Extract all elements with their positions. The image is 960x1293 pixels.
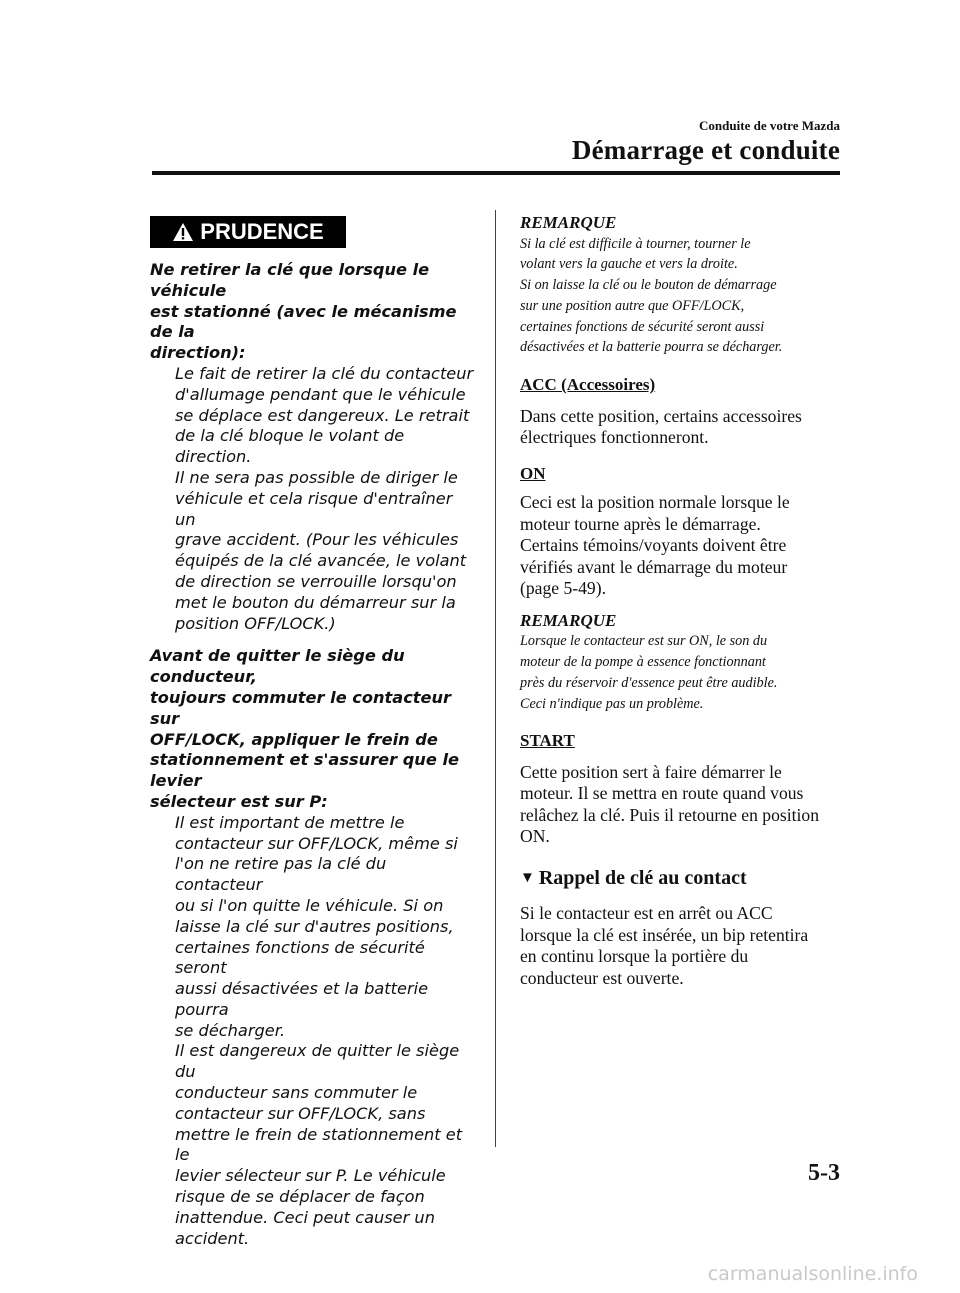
caution-line: accident.	[175, 1228, 250, 1248]
caution-p2-bold-1: toujours commuter le contacteur sur	[150, 687, 452, 728]
caution-line: position OFF/LOCK.)	[175, 613, 336, 633]
caution-line: risque de se déplacer de façon	[175, 1187, 425, 1207]
caution-p2-bold-0: Avant de quitter le siège du conducteur,	[150, 646, 405, 687]
column-divider	[495, 210, 496, 1147]
caution-line: Il est important de mettre le	[175, 812, 405, 832]
body-line: (page 5-49).	[520, 578, 606, 599]
caution-p1-bold-1: est stationné (avec le mécanisme de la	[150, 301, 457, 342]
remark-line: Lorsque le contacteur est sur ON, le son du	[520, 633, 768, 650]
remark-text	[520, 631, 842, 714]
body-line: conducteur est ouverte.	[520, 967, 684, 988]
page-number: 5-3	[808, 1160, 840, 1186]
caution-line: se déplace est dangereux. Le retrait	[175, 405, 470, 425]
section-small-title: Conduite de votre Mazda	[699, 118, 840, 133]
caution-line: contacteur sur OFF/LOCK, même si	[175, 833, 458, 853]
caution-line: d'allumage pendant que le véhicule	[175, 384, 466, 404]
body-line: électriques fonctionneront.	[520, 427, 709, 448]
caution-p2-bold-4: sélecteur est sur P:	[150, 791, 328, 811]
caution-line: mettre le frein de stationnement et le	[175, 1124, 463, 1165]
section-title: Démarrage et conduite	[571, 135, 840, 165]
caution-p1-bold-2: direction):	[150, 343, 246, 363]
caution-line: met le bouton du démarreur sur la	[175, 592, 456, 612]
on-heading: ON	[520, 463, 546, 483]
remark-line: Si on laisse la clé ou le bouton de démarrage	[520, 277, 777, 294]
header-rule	[152, 171, 840, 175]
caution-line: véhicule et cela risque d'entraîner un	[175, 488, 453, 529]
body-line: Certains témoins/voyants doivent être	[520, 535, 787, 556]
remark-text	[520, 234, 842, 359]
body-line: moteur tourne après le démarrage.	[520, 513, 761, 534]
caution-line: de la clé bloque le volant de direction.	[175, 426, 405, 467]
caution-p2-bold-2: OFF/LOCK, appliquer le frein de	[150, 729, 438, 749]
remark-line: Si la clé est difficile à tourner, tourner le	[520, 235, 751, 252]
right-column	[520, 212, 842, 989]
caution-text	[150, 260, 475, 1249]
caution-line: se décharger.	[175, 1020, 286, 1040]
remark-line: volant vers la gauche et vers la droite.	[520, 256, 738, 273]
caution-line: Le fait de retirer la clé du contacteur	[175, 363, 474, 383]
body-line: Ceci est la position normale lorsque le	[520, 492, 790, 513]
body-line: ON.	[520, 826, 550, 847]
caution-line: aussi désactivées et la batterie pourra	[175, 979, 429, 1019]
triangle-down-icon: ▼	[520, 869, 535, 886]
caution-line: certaines fonctions de sécurité seront	[175, 937, 425, 978]
remark-line: Ceci n'indique pas un problème.	[520, 695, 704, 712]
caution-line: contacteur sur OFF/LOCK, sans	[175, 1103, 426, 1123]
reminder-heading	[520, 868, 842, 890]
acc-heading: ACC (Accessoires)	[520, 375, 656, 395]
caution-label: PRUDENCE	[200, 219, 324, 244]
caution-line: conducteur sans commuter le	[175, 1083, 418, 1103]
remark-title: REMARQUE	[520, 610, 617, 630]
left-column	[150, 216, 475, 1249]
caution-line: ou si l'on quitte le véhicule. Si on	[175, 895, 444, 915]
body-line: Cette position sert à faire démarrer le	[520, 761, 782, 782]
body-line: Dans cette position, certains accessoires	[520, 405, 802, 426]
body-line: lorsque la clé est insérée, un bip retentira	[520, 924, 809, 945]
caution-line: levier sélecteur sur P. Le véhicule	[175, 1166, 446, 1186]
remark-line: près du réservoir d'essence peut être audible.	[520, 674, 778, 691]
remark-title: REMARQUE	[520, 213, 617, 232]
caution-line: laisse la clé sur d'autres positions,	[175, 916, 454, 936]
body-line: Si le contacteur est en arrêt ou ACC	[520, 903, 773, 924]
caution-p2-body	[150, 813, 475, 1250]
remark-line: sur une position autre que OFF/LOCK,	[520, 297, 745, 314]
caution-banner	[150, 216, 346, 248]
caution-line: Il est dangereux de quitter le siège du	[175, 1041, 460, 1082]
caution-p1-body	[150, 364, 475, 634]
start-heading: START	[520, 731, 575, 751]
caution-p2-bold-3: stationnement et s'assurer que le levier	[150, 750, 459, 791]
body-line: moteur. Il se mettra en route quand vous	[520, 783, 804, 804]
remark-line: désactivées et la batterie pourra se décharger.	[520, 339, 783, 356]
caution-line: de direction se verrouille lorsqu'on	[175, 571, 457, 591]
caution-line: grave accident. (Pour les véhicules	[175, 530, 459, 550]
caution-line: équipés de la clé avancée, le volant	[175, 551, 467, 571]
caution-p1-bold-0: Ne retirer la clé que lorsque le véhicule	[150, 260, 430, 300]
reminder-heading-label: Rappel de clé au contact	[538, 866, 747, 889]
body-line: vérifiés avant le démarrage du moteur	[520, 556, 788, 577]
footer-watermark[interactable]: carmanualsonline.info	[707, 1263, 918, 1285]
body-line: relâchez la clé. Puis il retourne en position	[520, 804, 819, 825]
caution-line: Il ne sera pas possible de diriger le	[175, 467, 458, 487]
remark-line: certaines fonctions de sécurité seront aussi	[520, 318, 765, 335]
caution-line: inattendue. Ceci peut causer un	[175, 1207, 435, 1227]
caution-line: l'on ne retire pas la clé du contacteur	[175, 854, 387, 895]
remark-line: moteur de la pompe à essence fonctionnant	[520, 654, 766, 671]
warning-triangle-icon	[172, 222, 194, 242]
body-line: en continu lorsque la portière du	[520, 946, 749, 967]
